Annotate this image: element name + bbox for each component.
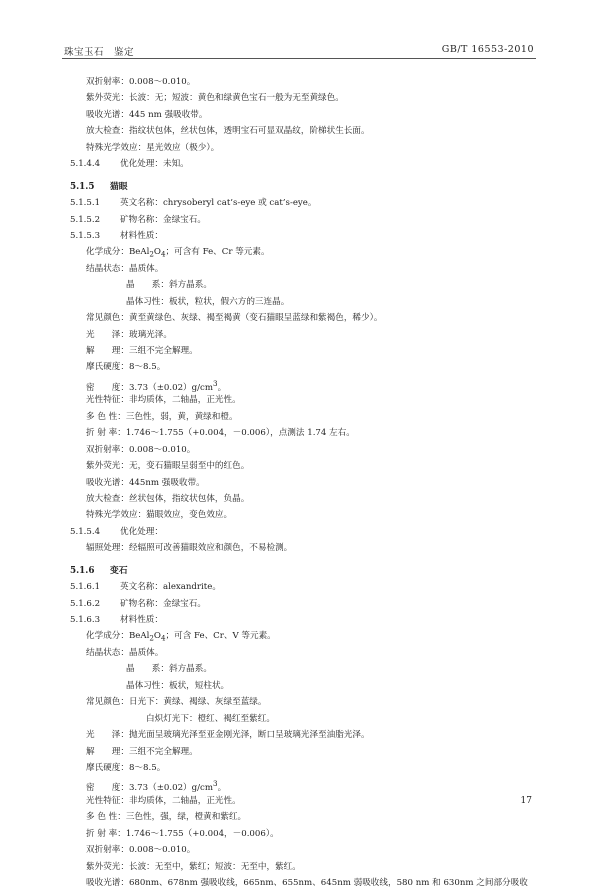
clause-5-1-5-4 bbox=[70, 524, 550, 540]
density-end: 。 bbox=[217, 382, 227, 393]
optic-character-line: 光性特征：非均质体，二轴晶，正光性。 bbox=[86, 395, 241, 406]
crystal-habit-line: 晶体习性：板状，短柱状。 bbox=[126, 680, 230, 691]
crystal-state-line: 结晶状态：晶质体。 bbox=[86, 647, 164, 658]
clause-5-1-6-1 bbox=[70, 579, 550, 595]
density-end: 。 bbox=[217, 783, 227, 793]
color-incandescent-line: 白炽灯光下：橙红、褐红至紫红。 bbox=[146, 713, 275, 724]
density-superscript: 3 bbox=[213, 378, 218, 388]
clause-text: 矿物名称：金绿宝石。 bbox=[120, 214, 206, 225]
clause-number: 5.1.5.3 bbox=[70, 230, 101, 241]
density-line bbox=[70, 376, 550, 392]
clause-5-1-5-2 bbox=[70, 212, 550, 228]
clause-number: 5.1.5.4 bbox=[70, 526, 101, 537]
optic-character-line: 光性特征：非均质体，二轴晶，正光性。 bbox=[86, 795, 241, 806]
chemical-composition-line bbox=[70, 628, 550, 644]
hardness-line: 摩氏硬度：8～8.5。 bbox=[86, 362, 166, 373]
birefringence-line: 双折射率：0.008～0.010。 bbox=[86, 845, 196, 856]
pleochroism-line: 多 色 性：三色性，弱，黄，黄绿和橙。 bbox=[86, 411, 238, 422]
absorption-spectrum-line: 吸收光谱：445 nm 强吸收带。 bbox=[86, 109, 208, 120]
cleavage-line: 解 理：三组不完全解理。 bbox=[86, 746, 198, 757]
clause-number: 5.1.4.4 bbox=[70, 159, 101, 170]
clause-text: 英文名称：alexandrite。 bbox=[120, 582, 221, 593]
clause-number: 5.1.6.3 bbox=[70, 615, 101, 625]
density-line bbox=[70, 776, 550, 792]
formula-subscript: 4 bbox=[160, 250, 166, 260]
clause-number: 5.1.6.2 bbox=[70, 598, 101, 609]
header-standard-number: GB/T 16553-2010 bbox=[441, 44, 534, 55]
section-heading-cats-eye bbox=[70, 179, 550, 195]
formula-part: 化学成分：BeAl bbox=[86, 631, 150, 642]
refractive-index-line: 折 射 率：1.746～1.755（+0.004，－0.006），点测法 1.74 左右。 bbox=[86, 428, 355, 439]
uv-fluorescence-line: 紫外荧光：长波：无至中，紫红；短波：无至中，紫红。 bbox=[86, 861, 301, 872]
formula-part: 化学成分：BeAl bbox=[86, 247, 150, 258]
color-daylight-line: 常见颜色：日光下：黄绿、褐绿、灰绿至蓝绿。 bbox=[86, 697, 267, 708]
clause-text: 英文名称：chrysoberyl cat’s-eye 或 cat’s-eye。 bbox=[120, 198, 317, 209]
magnification-line: 放大检查：指纹状包体，丝状包体，透明宝石可显双晶纹，阶梯状生长面。 bbox=[86, 126, 370, 137]
section-number: 5.1.5 bbox=[70, 181, 95, 192]
crystal-system-line: 晶 系：斜方晶系。 bbox=[126, 664, 212, 675]
clause-text: 材料性质： bbox=[120, 230, 163, 241]
cleavage-line: 解 理：三组不完全解理。 bbox=[86, 346, 198, 356]
crystal-state-line: 结晶状态：晶质体。 bbox=[86, 263, 164, 274]
density-value: 密 度：3.73（±0.02）g/cm bbox=[86, 783, 213, 793]
absorption-spectrum-line: 吸收光谱：445nm 强吸收带。 bbox=[86, 477, 205, 488]
magnification-line: 放大检查：丝状包体，指纹状包体，负晶。 bbox=[86, 493, 250, 504]
clause-text: 矿物名称：金绿宝石。 bbox=[120, 598, 206, 609]
luster-line: 光 泽：玻璃光泽。 bbox=[86, 329, 172, 340]
section-heading-alexandrite bbox=[70, 563, 550, 579]
clause-5-1-5-3 bbox=[70, 228, 550, 244]
section-title: 变石 bbox=[110, 565, 128, 576]
crystal-habit-line: 晶体习性：板状，粒状，假六方的三连晶。 bbox=[126, 296, 290, 307]
hardness-line: 摩氏硬度：8～8.5。 bbox=[86, 762, 166, 773]
clause-5-1-4-4 bbox=[70, 156, 550, 172]
color-line: 常见颜色：黄至黄绿色、灰绿、褐至褐黄（变石猫眼呈蓝绿和紫褐色，稀少）。 bbox=[86, 313, 383, 324]
refractive-index-line: 折 射 率：1.746～1.755（+0.004，－0.006）。 bbox=[86, 828, 279, 839]
clause-number: 5.1.5.1 bbox=[70, 198, 101, 209]
birefringence-line: 双折射率：0.008～0.010。 bbox=[86, 77, 196, 87]
page-number: 17 bbox=[520, 796, 532, 806]
density-superscript: 3 bbox=[213, 779, 218, 789]
header-title: 珠宝玉石 鉴定 bbox=[64, 47, 135, 58]
pleochroism-line: 多 色 性：三色性，强，绿，橙黄和紫红。 bbox=[86, 812, 247, 823]
clause-text: 优化处理：未知。 bbox=[120, 159, 189, 170]
section-title: 猫眼 bbox=[110, 181, 128, 192]
absorption-spectrum-line: 吸收光谱：680nm、678nm 强吸收线，665nm、655nm、645nm 弱吸收线，580 nm 和 630nm 之间部分吸收 bbox=[86, 878, 528, 888]
optical-effect-line: 特殊光学效应：星光效应（极少）。 bbox=[86, 142, 220, 153]
clause-5-1-6-3 bbox=[70, 612, 550, 628]
formula-subscript: 2 bbox=[149, 634, 154, 644]
formula-part: O bbox=[153, 631, 161, 642]
formula-subscript: 2 bbox=[149, 250, 154, 260]
clause-text: 材料性质： bbox=[120, 615, 163, 625]
chemical-composition-line bbox=[70, 244, 550, 260]
document-body bbox=[70, 74, 550, 891]
luster-line: 光 泽：抛光面呈玻璃光泽至亚金刚光泽，断口呈玻璃光泽至油脂光泽。 bbox=[86, 730, 370, 741]
formula-subscript: 4 bbox=[160, 634, 166, 644]
clause-number: 5.1.5.2 bbox=[70, 214, 101, 225]
crystal-system-line: 晶 系：斜方晶系。 bbox=[126, 280, 212, 291]
formula-part: ；可含有 Fe、Cr 等元素。 bbox=[165, 247, 270, 258]
clause-5-1-5-1 bbox=[70, 195, 550, 211]
clause-text: 优化处理： bbox=[120, 526, 163, 537]
clause-number: 5.1.6.1 bbox=[70, 582, 101, 593]
uv-fluorescence-line: 紫外荧光：长波：无；短波：黄色和绿黄色宝石一般为无至黄绿色。 bbox=[86, 93, 344, 104]
header-divider bbox=[62, 58, 536, 59]
density-value: 密 度：3.73（±0.02）g/cm bbox=[86, 382, 213, 393]
treatment-line: 辐照处理：经辐照可改善猫眼效应和颜色，不易检测。 bbox=[86, 543, 293, 554]
formula-part: ；可含 Fe、Cr、V 等元素。 bbox=[165, 631, 276, 642]
clause-5-1-6-2 bbox=[70, 596, 550, 612]
birefringence-line: 双折射率：0.008～0.010。 bbox=[86, 444, 196, 455]
uv-fluorescence-line: 紫外荧光：无，变石猫眼呈弱至中的红色。 bbox=[86, 461, 250, 472]
section-number: 5.1.6 bbox=[70, 565, 95, 576]
optical-effect-line: 特殊光学效应：猫眼效应，变色效应。 bbox=[86, 510, 233, 521]
formula-part: O bbox=[153, 247, 161, 258]
